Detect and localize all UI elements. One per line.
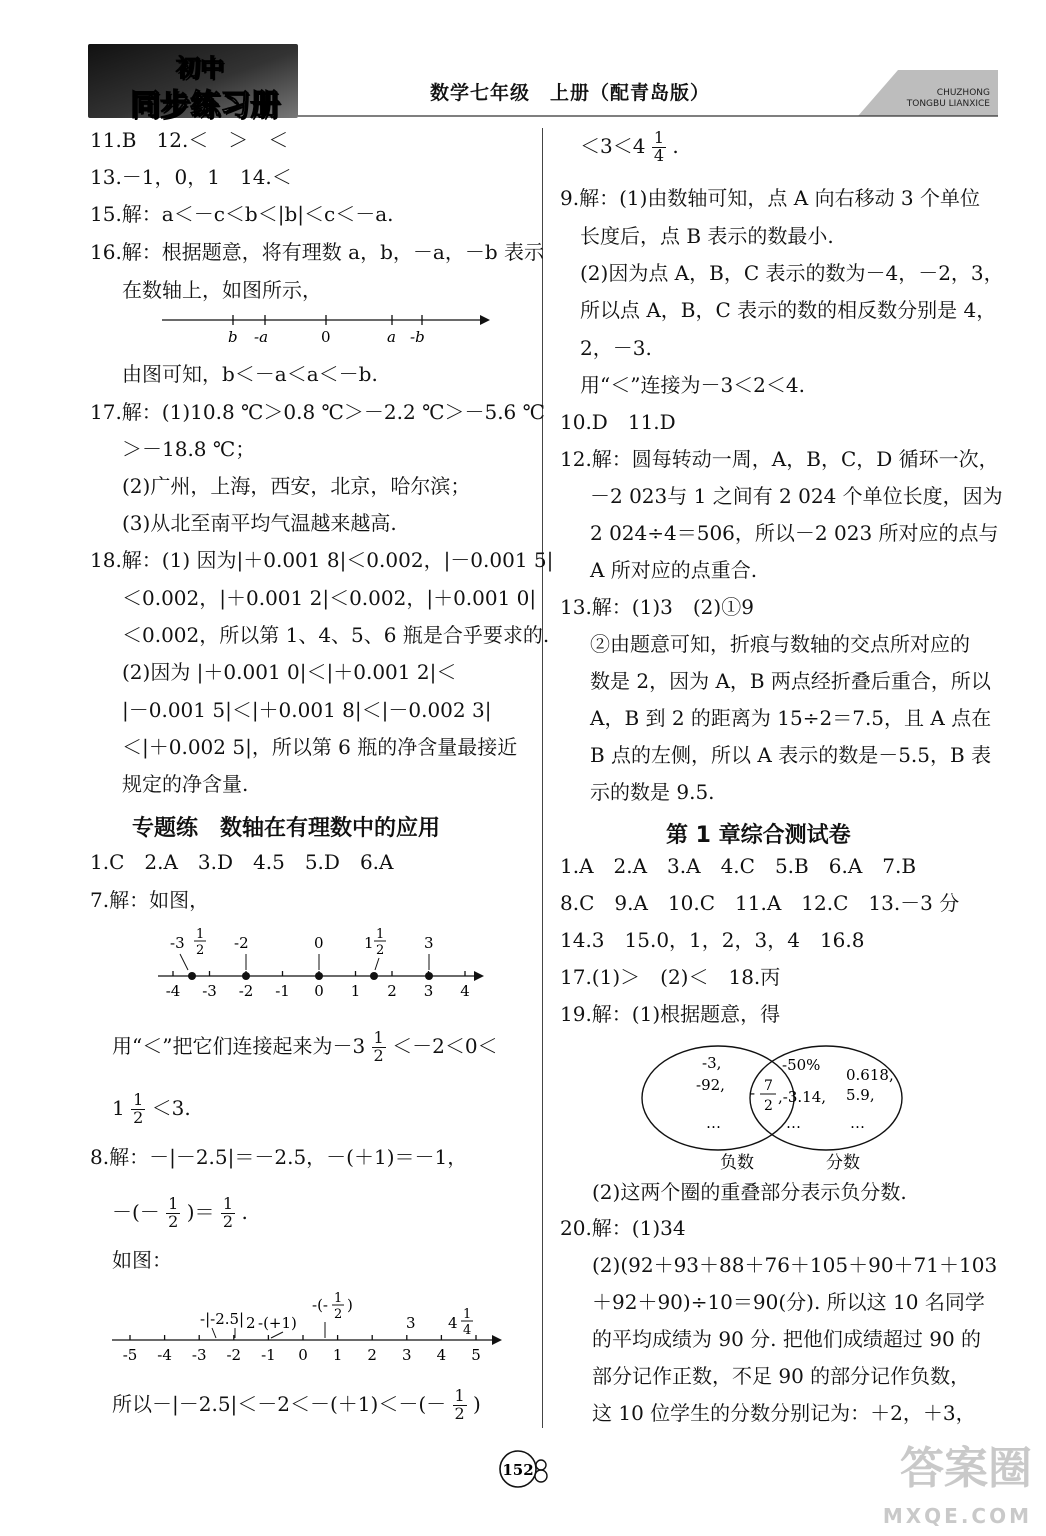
answer-line: 13.－1，0，1 14.＜ xyxy=(90,165,292,189)
answer-line: 2 024÷4＝506，所以－2 023 所对应的点与 xyxy=(590,521,999,545)
answer-text: ＜3. xyxy=(151,1095,191,1120)
label-neg-neg-half: -(- xyxy=(312,1296,328,1314)
axis-tick-label: -1 xyxy=(275,982,290,1000)
answer-line: 如图： xyxy=(112,1248,172,1272)
answer-line xyxy=(112,1388,481,1423)
fraction: $\frac{1}{2}$ xyxy=(133,1090,144,1127)
label-neg2: -2 xyxy=(234,934,249,952)
answer-line: 10.D 11.D xyxy=(560,410,676,434)
number-line-q7 xyxy=(154,924,494,1000)
answer-line: 19.解：(1)根据题意，得 xyxy=(560,1002,781,1026)
answer-line: 规定的净含量. xyxy=(122,772,249,796)
answer-line: 17.(1)＞ (2)＜ 18.丙 xyxy=(560,965,781,989)
answer-line: A 所对应的点重合. xyxy=(590,558,758,582)
axis-tick-label: 3 xyxy=(423,982,434,1000)
number-line-q16 xyxy=(160,306,500,346)
page-number-badge xyxy=(496,1448,552,1490)
answer-line: (2)因为 |＋0.001 0|＜|＋0.001 2|＜ xyxy=(122,660,457,684)
venn-item: -50% xyxy=(782,1056,821,1074)
answer-line: 由图可知，b＜－a＜a＜－b. xyxy=(122,362,378,386)
answer-line xyxy=(112,1030,498,1065)
point-zero xyxy=(315,972,323,980)
label-neg-paren-one: -(+1) xyxy=(258,1314,297,1332)
pinyin-line2: TONGBU LIANXICE xyxy=(906,99,990,109)
answer-line: 1.C 2.A 3.D 4.5 5.D 6.A xyxy=(90,850,394,874)
pinyin-line1: CHUZHONG xyxy=(936,88,990,98)
answer-line: (3)从北至南平均气温越来越高. xyxy=(122,511,397,535)
answer-line: (2)这两个圈的重叠部分表示负分数. xyxy=(592,1180,907,1204)
answer-line: 长度后，点 B 表示的数最小. xyxy=(580,224,834,248)
axis-tick-label: -1 xyxy=(261,1346,276,1364)
venn-item: … xyxy=(706,1114,721,1132)
answer-line xyxy=(112,1092,191,1127)
axis-tick-label: 1 xyxy=(350,982,361,1000)
axis-tick-label: 3 xyxy=(402,1346,412,1364)
answer-line: (2)因为点 A，B，C 表示的数为－4，－2，3， xyxy=(580,261,1004,285)
answer-line: 17.解：(1)10.8 ℃＞0.8 ℃＞－2.2 ℃＞－5.6 ℃ xyxy=(90,400,546,424)
answer-line: (2)(92＋93＋88＋76＋105＋90＋71＋103 xyxy=(592,1253,998,1277)
answer-line: 11.B 12.＜ ＞ ＜ xyxy=(90,128,289,152)
point-3 xyxy=(425,972,433,980)
answer-line: 2，－3. xyxy=(580,336,652,360)
answer-line: A，B 到 2 的距离为 15÷2＝7.5，且 A 点在 xyxy=(590,706,992,730)
venn-item: -92, xyxy=(696,1076,725,1094)
label-four-whole: 4 xyxy=(448,1314,458,1332)
axis-tick-label: -2 xyxy=(226,1346,242,1364)
answer-text: 所以－|－2.5|＜－2＜－(＋1)＜－(－ xyxy=(112,1391,447,1416)
answer-line: 8.解：－|－2.5|＝－2.5，－(＋1)＝－1， xyxy=(90,1145,468,1169)
venn-item: 5.9, xyxy=(846,1086,875,1104)
column-divider xyxy=(542,128,543,1428)
answer-line: B 点的左侧，所以 A 表示的数是－5.5，B 表 xyxy=(590,743,992,767)
frac-den: 2 xyxy=(376,943,385,958)
watermark-url: MXQE.COM xyxy=(882,1504,1032,1528)
label-neg-abs: -|-2.5| xyxy=(200,1310,245,1328)
answer-text: －(－ xyxy=(112,1199,160,1224)
axis-tick-label: 2 xyxy=(387,982,397,1000)
fraction: $\frac{1}{2}$ xyxy=(373,1028,384,1065)
answer-line: ＋92＋90)÷10＝90(分). 所以这 10 名同学 xyxy=(592,1290,985,1314)
label-b: b xyxy=(228,328,238,346)
answer-line xyxy=(580,130,679,165)
axis-tick-label: -3 xyxy=(191,1346,207,1364)
answer-line: 18.解：(1) 因为|＋0.001 8|＜0.002，|－0.001 5| xyxy=(90,548,554,572)
answer-text: ＜3＜4 xyxy=(580,133,646,158)
axis-tick-label: 5 xyxy=(471,1346,481,1364)
book-title: 数学七年级 上册（配青岛版） xyxy=(430,82,711,104)
frac-num: 1 xyxy=(196,927,205,942)
frac-num: 1 xyxy=(463,1307,472,1322)
point-1-5 xyxy=(370,972,378,980)
section-heading: 第 1 章综合测试卷 xyxy=(666,823,851,848)
axis-ticks xyxy=(123,1335,481,1364)
answer-line: ＞－18.8 ℃； xyxy=(122,437,256,461)
venn-item: -3, xyxy=(702,1054,722,1072)
answer-line: 7.解：如图， xyxy=(90,888,210,912)
watermark-logo: 答案圈 xyxy=(900,1443,1032,1494)
answer-line: 部分记作正数，不足 90 的部分记作负数， xyxy=(592,1364,971,1388)
fraction: $\frac{1}{2}$ xyxy=(222,1194,234,1231)
answer-line: 8.C 9.A 10.C 11.A 12.C 13.－3 分 xyxy=(560,891,960,915)
answer-text: ) xyxy=(473,1391,481,1416)
answer-line: 数是 2，因为 A，B 两点经折叠后重合，所以 xyxy=(590,669,991,693)
venn-item: … xyxy=(850,1114,865,1132)
frac-num: 1 xyxy=(334,1291,343,1306)
answer-line: 13.解：(1)3 (2)①9 xyxy=(560,595,754,619)
answer-line: 12.解：圆每转动一周，A，B，C，D 循环一次， xyxy=(560,447,999,471)
answer-line: 这 10 位学生的分数分别记为：＋2，＋3， xyxy=(592,1401,976,1425)
axis-tick-label: -5 xyxy=(122,1346,138,1364)
venn-frac-num: 7 xyxy=(764,1078,773,1094)
page-number: 152 xyxy=(502,1461,534,1479)
venn-label-fraction: 分数 xyxy=(826,1153,860,1173)
answer-line: 20.解：(1)34 xyxy=(560,1216,686,1240)
answer-text: )＝ xyxy=(186,1199,215,1224)
venn-item: … xyxy=(786,1114,801,1132)
venn-frac-den: 2 xyxy=(764,1098,773,1114)
label-zero: 0 xyxy=(321,328,331,346)
logo-line2: 同步练习册 xyxy=(130,88,280,123)
answer-text: 用“＜”把它们连接起来为－3 xyxy=(112,1033,366,1058)
fraction: $\frac{1}{2}$ xyxy=(454,1386,465,1423)
answer-text: ＜－2＜0＜ xyxy=(392,1033,498,1058)
answer-line: (2)广州，上海，西安，北京，哈尔滨； xyxy=(122,474,471,498)
frac-num: 1 xyxy=(376,927,385,942)
label-one-whole: 1 xyxy=(364,934,374,952)
answer-line: ＜0.002，所以第 1、4、5、6 瓶是合乎要求的. xyxy=(122,623,550,647)
logo-line1: 初中 xyxy=(176,54,224,82)
answer-line: 1.A 2.A 3.A 4.C 5.B 6.A 7.B xyxy=(560,854,917,878)
answer-line: 9.解：(1)由数轴可知，点 A 向右移动 3 个单位 xyxy=(560,186,981,210)
answer-line: 用“＜”连接为－3＜2＜4. xyxy=(580,373,805,397)
answer-line: ②由题意可知，折痕与数轴的交点所对应的 xyxy=(590,632,970,656)
frac-den: 2 xyxy=(196,943,205,958)
label-neg2: 2 xyxy=(246,1314,256,1332)
frac-den: 2 xyxy=(334,1307,343,1322)
venn-label-negative: 负数 xyxy=(720,1153,754,1173)
axis-tick-label: -4 xyxy=(165,982,181,1000)
venn-item: ,-3.14, xyxy=(778,1088,827,1106)
answer-text: . xyxy=(241,1199,248,1224)
axis-tick-label: -3 xyxy=(202,982,217,1000)
answer-line: 的平均成绩为 90 分. 把他们成绩超过 90 的 xyxy=(592,1327,982,1351)
axis-tick-label: 0 xyxy=(298,1346,308,1364)
label-neg3-whole: -3 xyxy=(170,934,185,952)
label-neg-a: -a xyxy=(254,328,269,346)
venn-item: - xyxy=(750,1084,756,1102)
venn-item: 0.618, xyxy=(846,1066,894,1084)
answer-line: |－0.001 5|＜|＋0.001 8|＜|－0.002 3| xyxy=(122,698,492,722)
frac-den: 4 xyxy=(463,1323,472,1338)
axis-tick-label: -2 xyxy=(238,982,254,1000)
answer-line: －2 023与 1 之间有 2 024 个单位长度，因为 xyxy=(590,484,1003,508)
answer-line: 示的数是 9.5. xyxy=(590,780,715,804)
answer-line xyxy=(112,1196,248,1231)
label-neg-b: -b xyxy=(410,328,425,346)
label-three: 3 xyxy=(406,1314,416,1332)
axis-tick-label: 4 xyxy=(436,1346,447,1364)
answer-text: . xyxy=(672,133,679,158)
answer-text: 1 xyxy=(112,1095,125,1120)
axis-tick-label: 0 xyxy=(314,982,324,1000)
answer-line: 所以点 A，B，C 表示的数的相反数分别是 4， xyxy=(580,298,997,322)
point-neg-2 xyxy=(242,972,250,980)
section-heading: 专题练 数轴在有理数中的应用 xyxy=(132,816,441,841)
axis-tick-label: 1 xyxy=(332,1346,343,1364)
fraction: $\frac{1}{2}$ xyxy=(168,1194,179,1231)
point-neg-3-5 xyxy=(188,972,196,980)
answer-line: 在数轴上，如图所示， xyxy=(122,278,322,302)
number-line-q8 xyxy=(108,1288,508,1366)
axis-tick-label: 4 xyxy=(460,982,470,1000)
venn-diagram xyxy=(636,1034,956,1174)
answer-line: ＜|＋0.002 5|，所以第 6 瓶的净含量最接近 xyxy=(122,735,518,759)
label-a: a xyxy=(387,328,396,346)
label-three: 3 xyxy=(424,934,434,952)
fraction: $\frac{1}{4}$ xyxy=(653,128,664,165)
answer-line: 16.解：根据题意，将有理数 a，b，－a，－b 表示 xyxy=(90,240,544,264)
label-zero: 0 xyxy=(314,934,324,952)
axis-tick-label: -4 xyxy=(157,1346,172,1364)
svg-text:): ) xyxy=(347,1296,353,1314)
answer-line: 14.3 15.0，1，2，3，4 16.8 xyxy=(560,928,865,952)
axis-tick-label: 2 xyxy=(367,1346,377,1364)
answer-line: 15.解：a＜－c＜b＜|b|＜c＜－a. xyxy=(90,202,394,226)
answer-line: ＜0.002，|＋0.001 2|＜0.002，|＋0.001 0| xyxy=(122,586,537,610)
